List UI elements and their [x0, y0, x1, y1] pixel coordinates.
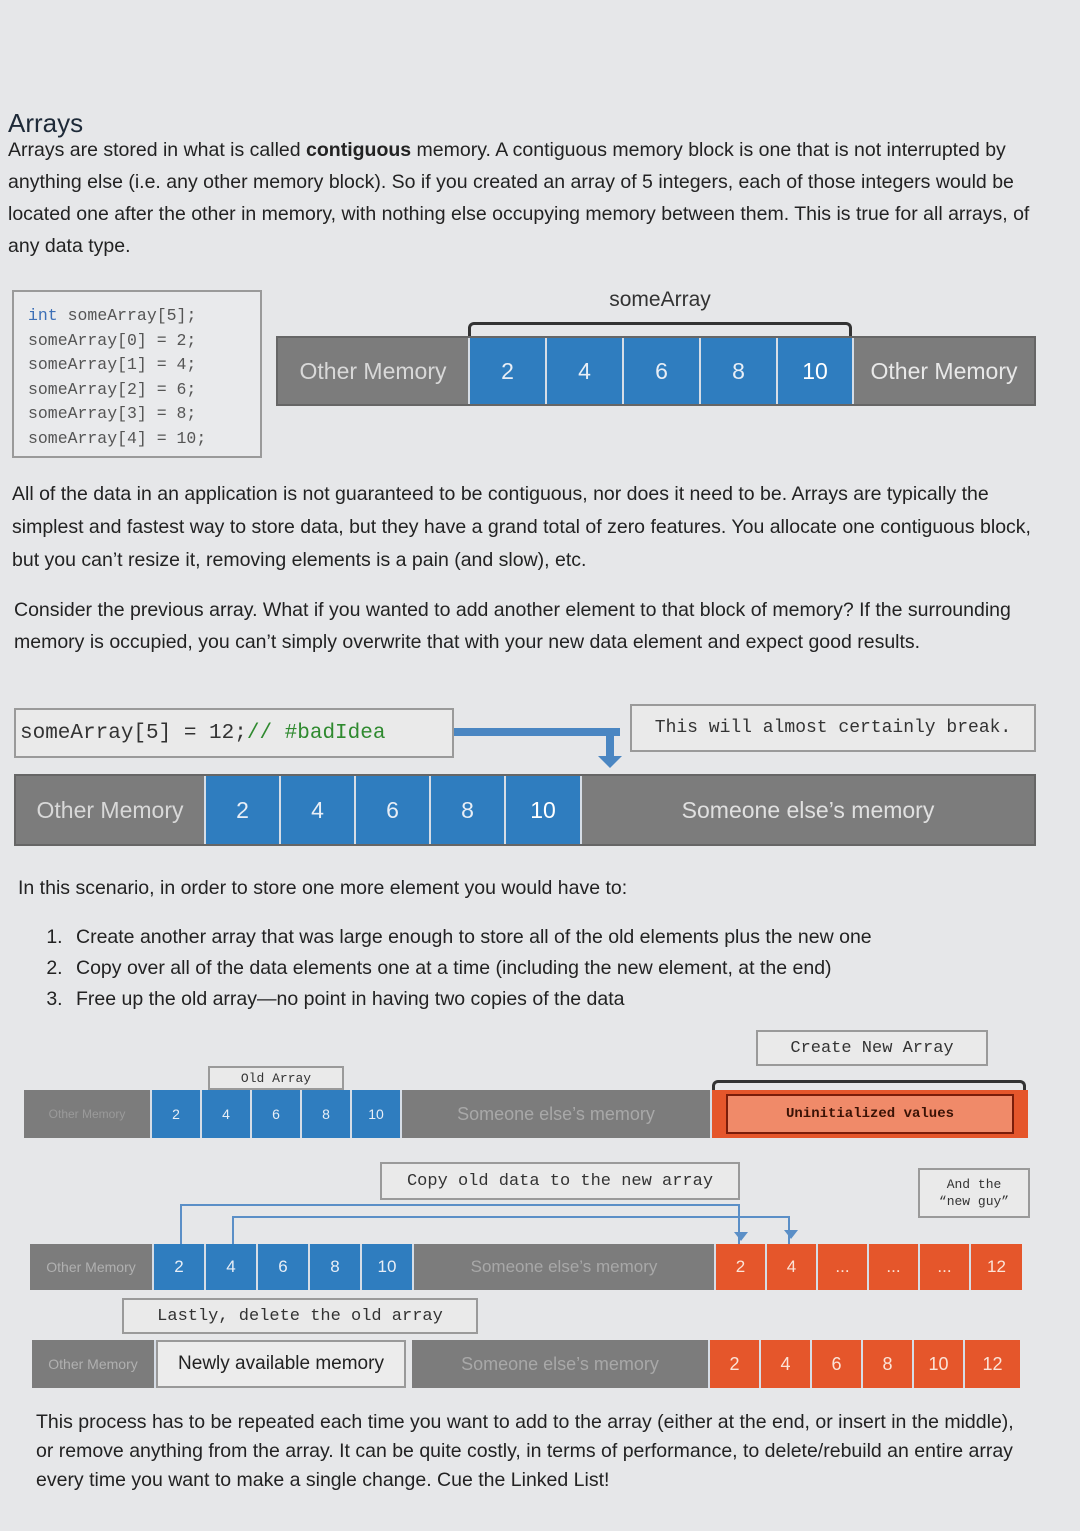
array-cell: 2 [152, 1090, 202, 1138]
array-cell: 8 [310, 1244, 362, 1290]
code-line: someArray[4] = 10; [28, 428, 207, 448]
array-cell: 4 [206, 1244, 258, 1290]
new-array-cell: 10 [914, 1340, 965, 1388]
other-memory-left: Other Memory [16, 776, 206, 844]
step-item: 2. Copy over all of the data elements one at a time (including the new element, at the end) [68, 953, 1068, 984]
memory-bar-5 [32, 1340, 1020, 1388]
code-block [12, 290, 262, 458]
array-cell: 8 [302, 1090, 352, 1138]
other-memory-left: Other Memory [30, 1244, 154, 1290]
section-heading: Arrays [8, 108, 84, 138]
copy-data-label: Copy old data to the new array [380, 1162, 740, 1200]
old-array-label: Old Array [208, 1066, 344, 1090]
code-line: someArray[3] = 8; [28, 404, 197, 423]
newly-available-memory: Newly available memory [156, 1340, 406, 1388]
bad-idea-code: someArray[5] = 12; // #badIdea [14, 708, 454, 758]
array-cell: 10 [778, 338, 854, 404]
array-cell: 4 [547, 338, 624, 404]
new-array-block [712, 1090, 1028, 1138]
code-line: someArray[0] = 2; [28, 330, 197, 350]
arrow-down-icon [598, 756, 622, 768]
other-memory-left: Other Memory [24, 1090, 152, 1138]
array-cell: 10 [362, 1244, 414, 1290]
array-cell: 10 [506, 776, 582, 844]
create-new-array-label: Create New Array [756, 1030, 988, 1066]
new-array-cell: 2 [710, 1340, 761, 1388]
new-array-cell: 4 [767, 1244, 818, 1290]
someone-elses-memory: Someone else’s memory [582, 776, 1034, 844]
new-array-cell: 6 [812, 1340, 863, 1388]
array-cell: 10 [352, 1090, 402, 1138]
array-cell: 6 [258, 1244, 310, 1290]
new-array-cell: ... [920, 1244, 971, 1290]
new-array-cell: 12 [965, 1340, 1020, 1388]
intro-text-2: memory. A contiguous memory block is one that is not interrupted by anything else (i.e. any other memory block). So if you created an array of 5 integers, each of those integers would be located one after the other in memory, with nothing else occupying memory between them. This is true for all arrays, of any data type. [8, 139, 1030, 257]
new-array-cell: ... [869, 1244, 920, 1290]
new-array-cell: 8 [863, 1340, 914, 1388]
code-line: someArray[2] = 6; [28, 379, 197, 399]
array-cell: 2 [206, 776, 281, 844]
array-cell: 8 [431, 776, 506, 844]
array-cell: 6 [624, 338, 701, 404]
paragraph-contiguity: All of the data in an application is not guaranteed to be contiguous, nor does it need to be. Arrays are typically the simplest and fastest way to store data, but they have a grand total of zero features. You allocate one contiguous block, but you can’t resize it, removing elements is a pain (and slow), etc. [12, 483, 1031, 571]
somearray-label: someArray [609, 288, 711, 311]
conclusion-paragraph: This process has to be repeated each time you want to add to the array (either at the end, or insert in the middle), or remove anything from the array. It can be quite costly, in terms of performance, to delete/rebuild an entire array every time you want to make a single change. Cue the Linked List! [36, 1411, 1014, 1491]
arrow-shaft-down [606, 728, 614, 758]
break-note: This will almost certainly break. [630, 704, 1036, 752]
someone-elses-memory: Someone else’s memory [406, 1340, 710, 1388]
code-line-declaration: int someArray[5]; [28, 306, 197, 325]
memory-bar-3 [24, 1090, 1028, 1138]
paragraph-consider: Consider the previous array. What if you wanted to add another element to that block of memory? If the surrounding memory is occupied, you can’t simply overwrite that with your new data element and expect good results. [14, 599, 1011, 653]
step-item: 3. Free up the old array—no point in having two copies of the data [68, 984, 1068, 1015]
intro-text-1: Arrays are stored in what is called [8, 139, 307, 161]
array-cell: 2 [470, 338, 547, 404]
new-array-cell: 2 [716, 1244, 767, 1290]
memory-bar-1 [276, 336, 1036, 406]
arrow-down-icon [784, 1230, 798, 1239]
other-memory-right: Other Memory [854, 338, 1034, 404]
uninitialized-values: Uninitialized values [726, 1094, 1014, 1134]
steps-list [34, 922, 1068, 1015]
new-array-cell: ... [818, 1244, 869, 1290]
delete-old-array-label: Lastly, delete the old array [122, 1298, 478, 1334]
new-array-cell: 4 [761, 1340, 812, 1388]
arrow-shaft [454, 728, 620, 736]
arrow-down-icon [734, 1232, 748, 1241]
someone-elses-memory: Someone else’s memory [414, 1244, 716, 1290]
scenario-intro: In this scenario, in order to store one more element you would have to: [18, 877, 628, 899]
memory-bar-4 [30, 1244, 1022, 1290]
someone-elses-memory: Someone else’s memory [402, 1090, 712, 1138]
copy-connector-inner [232, 1216, 790, 1244]
memory-bar-2 [14, 774, 1036, 846]
array-cell: 6 [252, 1090, 302, 1138]
array-cell: 4 [281, 776, 356, 844]
new-guy-label: And the “new guy” [918, 1168, 1030, 1218]
new-array-cell: 12 [971, 1244, 1022, 1290]
code-line: someArray[1] = 4; [28, 355, 197, 374]
intro-bold: contiguous [306, 139, 412, 161]
array-cell: 6 [356, 776, 431, 844]
intro-paragraph [8, 134, 1048, 262]
other-memory-left: Other Memory [32, 1340, 156, 1388]
step-item: 1. Create another array that was large enough to store all of the old elements plus the new one [68, 922, 1068, 953]
array-cell: 4 [202, 1090, 252, 1138]
other-memory-left: Other Memory [278, 338, 470, 404]
array-cell: 2 [154, 1244, 206, 1290]
array-cell: 8 [701, 338, 778, 404]
